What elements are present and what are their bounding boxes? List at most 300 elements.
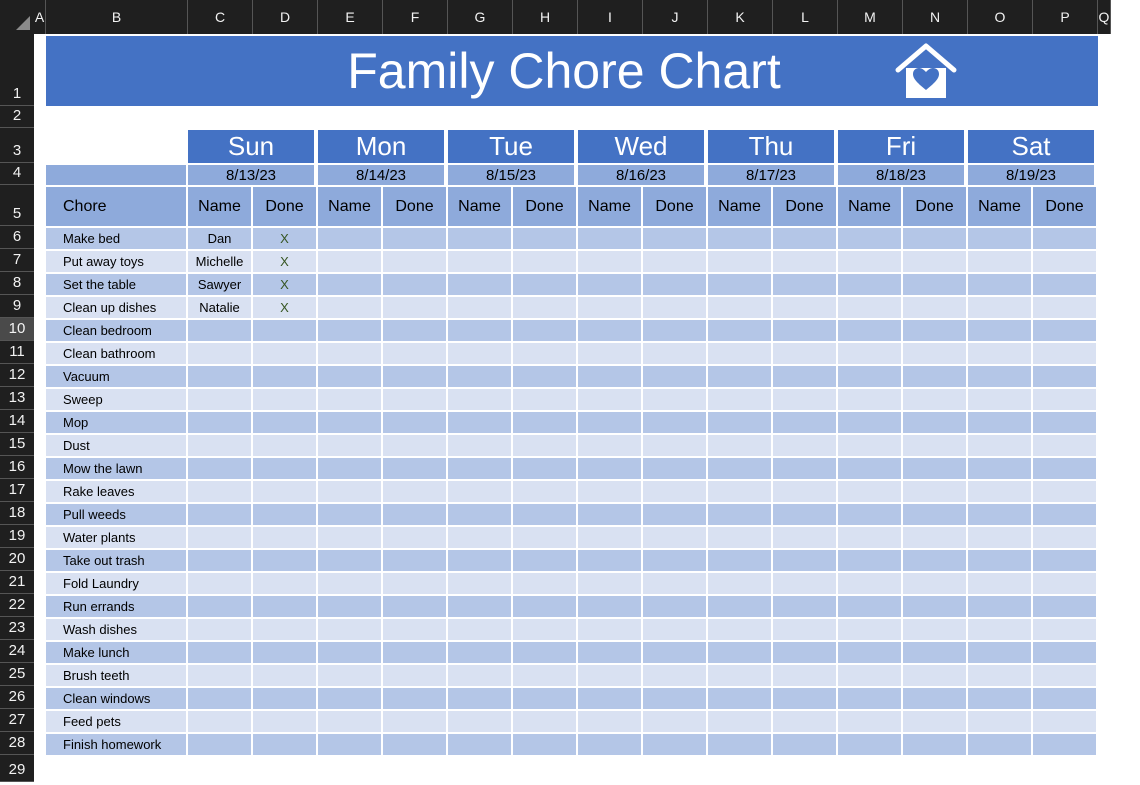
name-cell[interactable]: [448, 456, 513, 479]
name-cell[interactable]: [708, 364, 773, 387]
done-cell[interactable]: [773, 709, 838, 732]
name-cell[interactable]: [968, 571, 1033, 594]
name-cell[interactable]: [318, 341, 383, 364]
done-cell[interactable]: [773, 364, 838, 387]
name-cell[interactable]: [318, 318, 383, 341]
done-cell[interactable]: [383, 318, 448, 341]
name-cell[interactable]: [708, 525, 773, 548]
name-cell[interactable]: [968, 479, 1033, 502]
name-cell[interactable]: [448, 502, 513, 525]
done-cell[interactable]: [773, 341, 838, 364]
done-cell[interactable]: [773, 456, 838, 479]
done-cell[interactable]: [1033, 548, 1098, 571]
name-cell[interactable]: [708, 548, 773, 571]
name-cell[interactable]: [318, 663, 383, 686]
name-cell[interactable]: [318, 433, 383, 456]
done-cell[interactable]: [253, 387, 318, 410]
row-header-26[interactable]: 26: [0, 686, 34, 709]
done-cell[interactable]: [1033, 594, 1098, 617]
done-cell[interactable]: [1033, 226, 1098, 249]
name-cell[interactable]: [318, 456, 383, 479]
done-cell[interactable]: [1033, 525, 1098, 548]
name-cell[interactable]: Sawyer: [188, 272, 253, 295]
name-cell[interactable]: [968, 226, 1033, 249]
name-cell[interactable]: [448, 525, 513, 548]
row-header-11[interactable]: 11: [0, 341, 34, 364]
done-cell[interactable]: [253, 525, 318, 548]
name-cell[interactable]: [188, 640, 253, 663]
name-cell[interactable]: [708, 709, 773, 732]
column-header-p[interactable]: P: [1033, 0, 1098, 34]
done-cell[interactable]: [903, 732, 968, 755]
done-cell[interactable]: [903, 709, 968, 732]
name-cell[interactable]: [188, 364, 253, 387]
done-cell[interactable]: [383, 686, 448, 709]
name-cell[interactable]: [578, 594, 643, 617]
name-cell[interactable]: [188, 548, 253, 571]
name-cell[interactable]: [188, 525, 253, 548]
done-cell[interactable]: [773, 686, 838, 709]
done-cell[interactable]: [643, 640, 708, 663]
name-cell[interactable]: [578, 732, 643, 755]
row-header-21[interactable]: 21: [0, 571, 34, 594]
done-cell[interactable]: [903, 295, 968, 318]
name-cell[interactable]: [448, 318, 513, 341]
name-cell[interactable]: [578, 410, 643, 433]
done-cell[interactable]: [253, 318, 318, 341]
name-cell[interactable]: [708, 387, 773, 410]
done-cell[interactable]: [513, 663, 578, 686]
done-cell[interactable]: [253, 364, 318, 387]
name-cell[interactable]: [448, 617, 513, 640]
row-header-22[interactable]: 22: [0, 594, 34, 617]
name-cell[interactable]: [708, 594, 773, 617]
name-cell[interactable]: [188, 479, 253, 502]
done-cell[interactable]: [903, 594, 968, 617]
name-cell[interactable]: [838, 364, 903, 387]
name-cell[interactable]: [578, 318, 643, 341]
done-cell[interactable]: [903, 318, 968, 341]
done-cell[interactable]: [643, 686, 708, 709]
done-cell[interactable]: [643, 548, 708, 571]
done-cell[interactable]: [773, 272, 838, 295]
name-cell[interactable]: [838, 594, 903, 617]
row-header-12[interactable]: 12: [0, 364, 34, 387]
done-cell[interactable]: [773, 640, 838, 663]
name-cell[interactable]: [318, 410, 383, 433]
done-cell[interactable]: [383, 456, 448, 479]
name-cell[interactable]: [968, 663, 1033, 686]
done-cell[interactable]: [903, 640, 968, 663]
row-header-23[interactable]: 23: [0, 617, 34, 640]
done-cell[interactable]: [383, 617, 448, 640]
done-cell[interactable]: [643, 617, 708, 640]
name-cell[interactable]: [968, 295, 1033, 318]
done-cell[interactable]: [1033, 295, 1098, 318]
done-cell[interactable]: [643, 663, 708, 686]
column-header-m[interactable]: M: [838, 0, 903, 34]
done-cell[interactable]: [383, 594, 448, 617]
name-cell[interactable]: [838, 433, 903, 456]
name-cell[interactable]: [838, 663, 903, 686]
done-cell[interactable]: [773, 732, 838, 755]
done-cell[interactable]: [773, 387, 838, 410]
name-cell[interactable]: [318, 686, 383, 709]
done-cell[interactable]: [643, 226, 708, 249]
done-cell[interactable]: [643, 295, 708, 318]
name-cell[interactable]: [448, 732, 513, 755]
done-cell[interactable]: [903, 686, 968, 709]
name-cell[interactable]: [968, 548, 1033, 571]
name-cell[interactable]: [578, 663, 643, 686]
name-cell[interactable]: [708, 502, 773, 525]
row-header-28[interactable]: 28: [0, 732, 34, 755]
row-header-27[interactable]: 27: [0, 709, 34, 732]
column-header-q[interactable]: Q: [1098, 0, 1111, 34]
done-cell[interactable]: [903, 502, 968, 525]
column-header-b[interactable]: B: [46, 0, 188, 34]
row-header-20[interactable]: 20: [0, 548, 34, 571]
column-header-n[interactable]: N: [903, 0, 968, 34]
name-cell[interactable]: [318, 548, 383, 571]
done-cell[interactable]: [253, 433, 318, 456]
name-cell[interactable]: [448, 410, 513, 433]
column-header-i[interactable]: I: [578, 0, 643, 34]
name-cell[interactable]: [448, 341, 513, 364]
done-cell[interactable]: [1033, 341, 1098, 364]
name-cell[interactable]: [578, 456, 643, 479]
done-cell[interactable]: [643, 594, 708, 617]
done-cell[interactable]: [383, 640, 448, 663]
row-header-29[interactable]: 29: [0, 755, 34, 782]
name-cell[interactable]: [318, 249, 383, 272]
name-cell[interactable]: [318, 502, 383, 525]
done-cell[interactable]: [513, 617, 578, 640]
name-cell[interactable]: [838, 272, 903, 295]
name-cell[interactable]: [188, 709, 253, 732]
done-cell[interactable]: [513, 341, 578, 364]
name-cell[interactable]: [968, 410, 1033, 433]
name-cell[interactable]: [578, 295, 643, 318]
row-header-6[interactable]: 6: [0, 226, 34, 249]
done-cell[interactable]: [253, 686, 318, 709]
done-cell[interactable]: [773, 663, 838, 686]
name-cell[interactable]: [968, 272, 1033, 295]
name-cell[interactable]: [448, 548, 513, 571]
name-cell[interactable]: [188, 433, 253, 456]
select-all-corner[interactable]: [0, 0, 34, 34]
done-cell[interactable]: [1033, 686, 1098, 709]
row-header-2[interactable]: 2: [0, 106, 34, 128]
done-cell[interactable]: [903, 525, 968, 548]
done-cell[interactable]: [903, 571, 968, 594]
done-cell[interactable]: [513, 456, 578, 479]
done-cell[interactable]: [903, 249, 968, 272]
done-cell[interactable]: [643, 456, 708, 479]
name-cell[interactable]: [578, 548, 643, 571]
name-cell[interactable]: [318, 272, 383, 295]
name-cell[interactable]: [708, 663, 773, 686]
name-cell[interactable]: [578, 272, 643, 295]
done-cell[interactable]: [383, 502, 448, 525]
name-cell[interactable]: [318, 525, 383, 548]
done-cell[interactable]: [253, 341, 318, 364]
name-cell[interactable]: [708, 433, 773, 456]
name-cell[interactable]: [708, 686, 773, 709]
name-cell[interactable]: [708, 410, 773, 433]
name-cell[interactable]: [318, 617, 383, 640]
row-header-3[interactable]: 3: [0, 128, 34, 163]
name-cell[interactable]: [188, 456, 253, 479]
done-cell[interactable]: [1033, 456, 1098, 479]
done-cell[interactable]: [513, 272, 578, 295]
done-cell[interactable]: [383, 548, 448, 571]
column-header-h[interactable]: H: [513, 0, 578, 34]
name-cell[interactable]: [578, 226, 643, 249]
name-cell[interactable]: [188, 502, 253, 525]
done-cell[interactable]: [643, 410, 708, 433]
done-cell[interactable]: [1033, 364, 1098, 387]
name-cell[interactable]: [188, 410, 253, 433]
done-cell[interactable]: [773, 571, 838, 594]
row-header-13[interactable]: 13: [0, 387, 34, 410]
done-cell[interactable]: [513, 640, 578, 663]
done-cell[interactable]: [383, 525, 448, 548]
name-cell[interactable]: [578, 617, 643, 640]
name-cell[interactable]: [838, 341, 903, 364]
done-cell[interactable]: [643, 433, 708, 456]
name-cell[interactable]: [968, 525, 1033, 548]
row-header-19[interactable]: 19: [0, 525, 34, 548]
done-cell[interactable]: [253, 410, 318, 433]
done-cell[interactable]: [903, 617, 968, 640]
done-cell[interactable]: [773, 295, 838, 318]
name-cell[interactable]: [838, 502, 903, 525]
done-cell[interactable]: [643, 364, 708, 387]
done-cell[interactable]: [513, 410, 578, 433]
done-cell[interactable]: [513, 686, 578, 709]
name-cell[interactable]: Dan: [188, 226, 253, 249]
done-cell[interactable]: [903, 479, 968, 502]
name-cell[interactable]: [448, 387, 513, 410]
name-cell[interactable]: [448, 479, 513, 502]
done-cell[interactable]: [1033, 410, 1098, 433]
done-cell[interactable]: [383, 709, 448, 732]
done-cell[interactable]: [513, 433, 578, 456]
done-cell[interactable]: [513, 548, 578, 571]
done-cell[interactable]: [773, 594, 838, 617]
column-header-a[interactable]: A: [34, 0, 46, 34]
name-cell[interactable]: [188, 387, 253, 410]
name-cell[interactable]: [968, 456, 1033, 479]
name-cell[interactable]: [448, 686, 513, 709]
name-cell[interactable]: [578, 387, 643, 410]
name-cell[interactable]: [708, 318, 773, 341]
column-header-c[interactable]: C: [188, 0, 253, 34]
done-cell[interactable]: [383, 364, 448, 387]
done-cell[interactable]: [1033, 479, 1098, 502]
name-cell[interactable]: [838, 709, 903, 732]
done-cell[interactable]: [903, 364, 968, 387]
name-cell[interactable]: [578, 433, 643, 456]
done-cell[interactable]: [253, 548, 318, 571]
name-cell[interactable]: [448, 709, 513, 732]
column-header-f[interactable]: F: [383, 0, 448, 34]
name-cell[interactable]: [838, 571, 903, 594]
done-cell[interactable]: [903, 272, 968, 295]
done-cell[interactable]: [513, 318, 578, 341]
name-cell[interactable]: [318, 295, 383, 318]
done-cell[interactable]: [903, 410, 968, 433]
done-cell[interactable]: [773, 548, 838, 571]
done-cell[interactable]: [1033, 318, 1098, 341]
done-cell[interactable]: [643, 387, 708, 410]
name-cell[interactable]: [708, 341, 773, 364]
done-cell[interactable]: [513, 226, 578, 249]
name-cell[interactable]: [448, 364, 513, 387]
name-cell[interactable]: [448, 433, 513, 456]
done-cell[interactable]: [1033, 387, 1098, 410]
name-cell[interactable]: [838, 479, 903, 502]
done-cell[interactable]: [513, 364, 578, 387]
column-header-e[interactable]: E: [318, 0, 383, 34]
done-cell[interactable]: [253, 617, 318, 640]
row-header-15[interactable]: 15: [0, 433, 34, 456]
done-cell[interactable]: [643, 571, 708, 594]
name-cell[interactable]: [838, 640, 903, 663]
name-cell[interactable]: [838, 617, 903, 640]
name-cell[interactable]: [578, 709, 643, 732]
name-cell[interactable]: [188, 341, 253, 364]
done-cell[interactable]: [903, 548, 968, 571]
done-cell[interactable]: [1033, 272, 1098, 295]
done-cell[interactable]: [383, 732, 448, 755]
done-cell[interactable]: [253, 663, 318, 686]
done-cell[interactable]: [253, 502, 318, 525]
done-cell[interactable]: [773, 410, 838, 433]
name-cell[interactable]: [838, 732, 903, 755]
name-cell[interactable]: [318, 387, 383, 410]
row-header-4[interactable]: 4: [0, 163, 34, 185]
name-cell[interactable]: [188, 594, 253, 617]
done-cell[interactable]: [1033, 732, 1098, 755]
name-cell[interactable]: [708, 640, 773, 663]
name-cell[interactable]: [708, 226, 773, 249]
name-cell[interactable]: [578, 341, 643, 364]
column-header-d[interactable]: D: [253, 0, 318, 34]
column-header-o[interactable]: O: [968, 0, 1033, 34]
done-cell[interactable]: X: [253, 272, 318, 295]
done-cell[interactable]: [383, 663, 448, 686]
name-cell[interactable]: [708, 571, 773, 594]
done-cell[interactable]: [643, 525, 708, 548]
row-header-7[interactable]: 7: [0, 249, 34, 272]
name-cell[interactable]: [578, 364, 643, 387]
done-cell[interactable]: [513, 732, 578, 755]
name-cell[interactable]: [838, 387, 903, 410]
done-cell[interactable]: [773, 249, 838, 272]
name-cell[interactable]: [448, 571, 513, 594]
done-cell[interactable]: [773, 318, 838, 341]
done-cell[interactable]: [253, 479, 318, 502]
done-cell[interactable]: [253, 732, 318, 755]
done-cell[interactable]: [1033, 709, 1098, 732]
done-cell[interactable]: [253, 640, 318, 663]
done-cell[interactable]: [253, 456, 318, 479]
name-cell[interactable]: [318, 571, 383, 594]
done-cell[interactable]: [383, 272, 448, 295]
done-cell[interactable]: [773, 502, 838, 525]
done-cell[interactable]: [1033, 663, 1098, 686]
done-cell[interactable]: [773, 525, 838, 548]
done-cell[interactable]: [773, 617, 838, 640]
row-header-14[interactable]: 14: [0, 410, 34, 433]
done-cell[interactable]: [903, 226, 968, 249]
done-cell[interactable]: [643, 318, 708, 341]
done-cell[interactable]: [643, 272, 708, 295]
name-cell[interactable]: [708, 617, 773, 640]
name-cell[interactable]: [708, 732, 773, 755]
column-header-g[interactable]: G: [448, 0, 513, 34]
name-cell[interactable]: [578, 640, 643, 663]
done-cell[interactable]: [383, 295, 448, 318]
name-cell[interactable]: [968, 364, 1033, 387]
done-cell[interactable]: [383, 387, 448, 410]
name-cell[interactable]: [448, 663, 513, 686]
name-cell[interactable]: [968, 249, 1033, 272]
name-cell[interactable]: [838, 686, 903, 709]
name-cell[interactable]: [318, 364, 383, 387]
row-header-16[interactable]: 16: [0, 456, 34, 479]
name-cell[interactable]: [838, 226, 903, 249]
done-cell[interactable]: [903, 456, 968, 479]
row-header-9[interactable]: 9: [0, 295, 34, 318]
row-header-24[interactable]: 24: [0, 640, 34, 663]
done-cell[interactable]: [253, 594, 318, 617]
done-cell[interactable]: [513, 387, 578, 410]
done-cell[interactable]: [383, 341, 448, 364]
done-cell[interactable]: [383, 479, 448, 502]
done-cell[interactable]: [903, 663, 968, 686]
done-cell[interactable]: [513, 502, 578, 525]
name-cell[interactable]: [188, 617, 253, 640]
done-cell[interactable]: [643, 709, 708, 732]
done-cell[interactable]: [513, 594, 578, 617]
done-cell[interactable]: [903, 433, 968, 456]
name-cell[interactable]: [448, 640, 513, 663]
name-cell[interactable]: [318, 640, 383, 663]
name-cell[interactable]: [968, 341, 1033, 364]
name-cell[interactable]: [188, 318, 253, 341]
done-cell[interactable]: [773, 433, 838, 456]
name-cell[interactable]: [838, 295, 903, 318]
done-cell[interactable]: [383, 249, 448, 272]
name-cell[interactable]: [838, 525, 903, 548]
name-cell[interactable]: [578, 525, 643, 548]
done-cell[interactable]: [773, 479, 838, 502]
name-cell[interactable]: [578, 479, 643, 502]
name-cell[interactable]: [318, 709, 383, 732]
name-cell[interactable]: [448, 249, 513, 272]
done-cell[interactable]: [643, 502, 708, 525]
done-cell[interactable]: [773, 226, 838, 249]
name-cell[interactable]: [968, 686, 1033, 709]
row-header-25[interactable]: 25: [0, 663, 34, 686]
name-cell[interactable]: [448, 226, 513, 249]
name-cell[interactable]: [968, 433, 1033, 456]
name-cell[interactable]: [318, 226, 383, 249]
name-cell[interactable]: [968, 502, 1033, 525]
